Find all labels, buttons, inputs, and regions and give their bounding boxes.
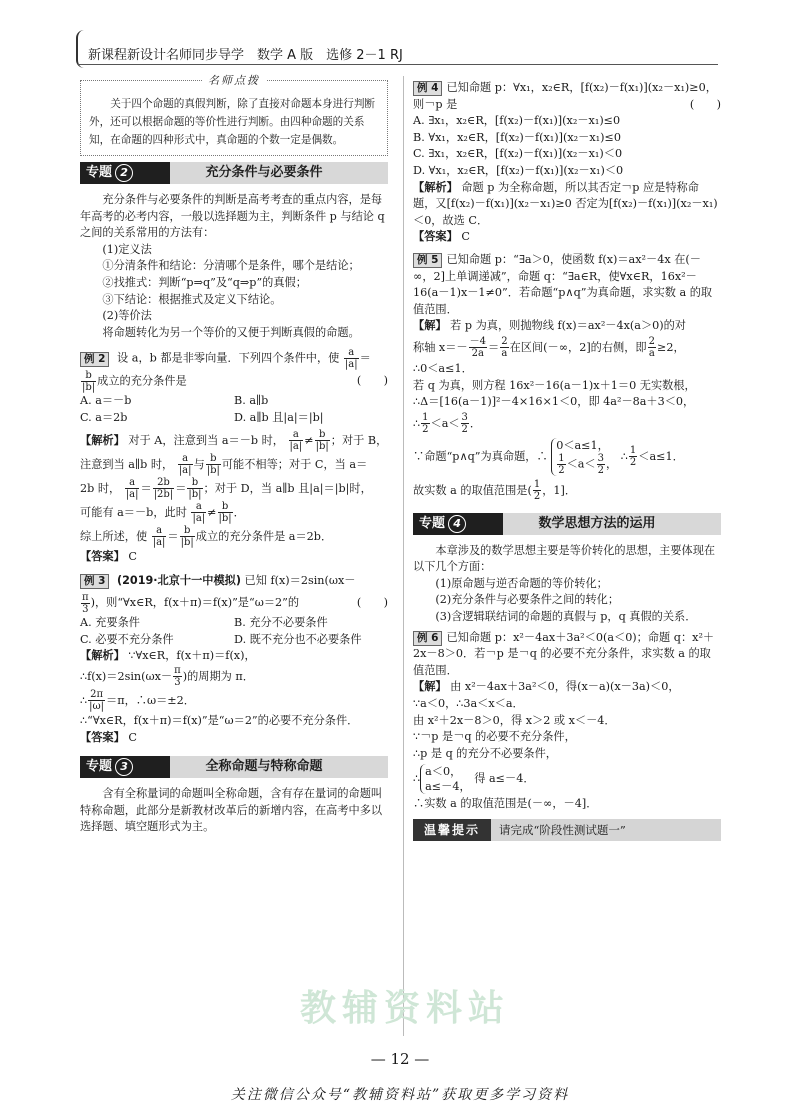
footer-note: 关注微信公众号“教辅资料站”获取更多学习资料 — [230, 1087, 570, 1103]
topic-2-banner — [80, 162, 388, 184]
solution-text: ∵命题“p∧q”为真命题，∴ — [413, 449, 548, 463]
fraction-three-halves: $\frac{3}{2}$ — [461, 412, 468, 436]
example-2-stem: 设 a，b 都是非零向量．下列四个条件中，使 — [117, 351, 340, 365]
topic-2-line: (1)定义法 — [102, 242, 152, 256]
solution-tag: 【解】 — [413, 319, 447, 333]
system-brace: a＜0， a≤－4， — [420, 764, 471, 794]
analysis-text: 综上所述，使 — [80, 529, 148, 543]
example-5: 例 5 已知命题 p：“∃a＞0，使函数 f(x)＝ax²－4x 在(－∞，2]上单调递减”，命题 q：“∃a∈R，使∀x∈R，16x²－16(a－1)x－1≠0”．若命题“p∧q”为真命题，求实数 a 的取值范围． 【解】 若 p 为真，则抛物线 f(x)＝ax²－4x(a＞0)的对 称轴 x＝－ $\frac{-4}{2a}$ ＝ $\frac{2}{a}$ 在区间(－∞，2]的右侧，即 $\frac{2}{a}$ ≥2， ∴0＜a≤1． 若 q 为真，则方程 16x²－16(a－1)x＋1＝0 无实数根， ∴Δ＝[16(a－1)]²－4×16×1＜0，即 4a²－8a＋3＜0， ∴ $\frac{1}{2}$ ＜a＜ $\frac{3}{2}$ ． ∵命题“p∧q”为真命题，∴ 0＜a≤1， $\frac{1}{2}$ ＜a＜ $\frac{3}{2}$ ， ∴ $\frac{1}{2}$ ＜a≤1． 故实数 a 的取值范围是( $\frac{1}{2}$ ，1]． — [413, 252, 721, 505]
example-2-tag: 例 2 — [80, 352, 109, 367]
reminder-label: 温馨提示 — [413, 819, 491, 841]
answer-value: C — [461, 230, 470, 244]
example-6: 例 6 已知命题 p：x²－4ax＋3a²＜0(a＜0)；命题 q：x²＋2x－8＞0．若￢p 是￢q 的必要不充分条件，求实数 a 的取值范围． 【解】 由 x²－4ax＋3a²＜0，得(x－a)(x－3a)＜0， ∵a＜0，∴3a＜x＜a． 由 x²＋2x－8＞0，得 x＞2 或 x＜－4． ∵￢p 是￢q 的必要不充分条件， ∴p 是 q 的充分不必要条件， ∴ a＜0， a≤－4， 得 a≤－4． ∴实数 a 的取值范围是(－∞，－4]． — [413, 630, 721, 813]
option-b: B. ∀x₁，x₂∈R，[f(x₂)－f(x₁)](x₂－x₁)≤0 — [413, 130, 621, 144]
topic-2-line: ①分清条件和结论：分清哪个是条件，哪个是结论； — [102, 259, 360, 273]
fraction: $\frac{a}{|a|}$ — [152, 525, 166, 549]
example-2: 例 2 设 a，b 都是非零向量．下列四个条件中，使 $\frac{a}{|a|}$ ＝ $\frac{b}{|b|}$ 成立的充分条件是 ( ) A. a＝－b B. a∥b C. a＝2b D. a∥b 且|a|＝|b| 【解析】 对于 A，注意到当 a＝－b 时， $\frac{a}{|a|}$ ≠ $\frac{b}{|b|}$ ；对于 B， 注意到当 a∥b 时， $\frac{a}{|a|}$ 与 $\frac{b}{|b|}$ 可能不相等；对于 C，当 a＝ 2b 时， $\frac{a}{|a|}$ ＝ $\frac{2b}{|2b|}$ ＝ $\frac{b}{|b|}$ ；对于 D，当 a∥b 且|a|＝|b|时， 可能有 a＝－b，此时 $\frac{a}{|a|}$ ≠ $\frac{b}{|b|}$ ． 综上所述，使 $\frac{a}{|a|}$ ＝ $\frac{b}{|b|}$ 成立的充分条件是 a＝2b． 【答案】 C — [80, 347, 388, 563]
option-b: B. 充分不必要条件 — [234, 616, 328, 630]
example-5-tag: 例 5 — [413, 253, 442, 268]
fraction-one-half: $\frac{1}{2}$ — [533, 479, 541, 503]
topic-4-line: (2)充分条件与必要条件之间的转化； — [435, 593, 620, 607]
option-d: D. 既不充分也不必要条件 — [234, 632, 362, 646]
fraction-one-half: $\frac{1}{2}$ — [422, 412, 429, 436]
solution-tag: 【解】 — [413, 680, 447, 694]
example-2-stem-end: 成立的充分条件是 — [97, 374, 187, 388]
analysis-text: ∴f(x)＝2sin(ωx－ — [80, 669, 173, 683]
solution-text: ∴0＜a≤1． — [413, 361, 473, 375]
topic-3-title: 全称命题与特称命题 — [205, 759, 323, 775]
topic-4-intro: 本章涉及的数学思想主要是等价转化的思想，主要体现在以下几个方面： — [413, 543, 716, 574]
topic-4-label: 专题 4 — [413, 513, 503, 535]
column-divider — [403, 76, 404, 1036]
header-mark — [76, 30, 86, 68]
topic-4-title: 数学思想方法的运用 — [538, 515, 656, 531]
answer-tag: 【答案】 — [80, 549, 125, 563]
example-3-tag: 例 3 — [80, 574, 109, 589]
fraction: $\frac{a}{|a|}$ — [192, 501, 206, 525]
topic-3-label: 专题 3 — [80, 756, 170, 778]
option-a: A. ∃x₁，x₂∈R，[f(x₂)－f(x₁)](x₂－x₁)≤0 — [413, 114, 621, 128]
topic-2-intro: 充分条件与必要条件的判断是高考考查的重点内容，是每年高考的必考内容，一般以选择题为主，判断条件 p 与结论 q 之间的关系常用的方法有： — [80, 193, 385, 240]
solution-text: 由 x²＋2x－8＞0，得 x＞2 或 x＜－4． — [413, 713, 616, 727]
fraction: $\frac{b}{|b|}$ — [206, 453, 220, 477]
topic-3-number: 3 — [115, 758, 133, 776]
example-3: 例 3 (2019·北京十一中模拟) 已知 f(x)＝2sin(ωx－ $\frac{\pi}{3}$ )，则“∀x∈R，f(x＋π)＝f(x)”是“ω＝2”的 ( ) A. 充要条件 B. 充分不必要条件 C. 必要不充分条件 D. 既不充分也不必要条件 【解析】 ∵∀x∈R，f(x＋π)＝f(x)， ∴f(x)＝2sin(ωx－ $\frac{\pi}{3}$ )的周期为 π． ∴ $\frac{2\pi}{|\omega|}$ ＝π，∴ω＝±2． ∴“∀x∈R，f(x＋π)＝f(x)”是“ω＝2”的必要不充分条件． 【答案】 C — [80, 574, 388, 744]
example-3-stem: 已知 f(x)＝2sin(ωx－ — [244, 574, 356, 588]
page-number: — 12 — — [370, 1050, 430, 1068]
analysis-text: ∴ — [80, 693, 88, 707]
topic-4-line: (3)含逻辑联结词的命题的真假与 p，q 真假的关系． — [435, 610, 697, 624]
example-5-stem: 已知命题 p：“∃a＞0，使函数 f(x)＝ax²－4x 在(－∞，2]上单调递减”，命题 q：“∃a∈R，使∀x∈R，16x²－16(a－1)x－1≠0”．若命题“p∧q”为真命题，求实数 a 的取值范围． — [413, 252, 713, 316]
topic-2-line: (2)等价法 — [102, 309, 152, 323]
fraction-2pi-over-abs-omega: $\frac{2\pi}{|\omega|}$ — [89, 689, 105, 713]
option-c: C. ∃x₁，x₂∈R，[f(x₂)－f(x₁)](x₂－x₁)＜0 — [413, 147, 623, 161]
analysis-text: 可能有 a＝－b，此时 — [80, 505, 187, 519]
solution-text: ∴Δ＝[16(a－1)]²－4×16×1＜0，即 4a²－8a＋3＜0， — [413, 395, 695, 409]
teacher-tip-text: 关于四个命题的真假判断，除了直接对命题本身进行判断外，还可以根据命题的等价性进行判断。由四种命题的关系知，在命题的四种形式中，真命题的个数一定是偶数。 — [89, 98, 376, 146]
answer-paren: ( ) — [356, 374, 388, 388]
reminder-bar — [413, 819, 721, 841]
fraction: $\frac{a}{|a|}$ — [125, 477, 139, 501]
topic-2-line: ②找推式：判断“p⇒q”及“q⇒p”的真假； — [102, 275, 307, 289]
analysis-text: 对于 A，注意到当 a＝－b 时， — [128, 433, 284, 447]
example-6-tag: 例 6 — [413, 631, 442, 646]
fraction: $\frac{2}{a}$ — [648, 336, 655, 360]
fraction: $\frac{a}{|a|}$ — [178, 453, 192, 477]
fraction-a-over-abs-a: $\frac{a}{|a|}$ — [344, 347, 358, 371]
fraction: $\frac{2b}{|2b|}$ — [153, 477, 174, 501]
analysis-tag: 【解析】 — [80, 433, 125, 447]
solution-text: ∴实数 a 的取值范围是(－∞，－4]． — [413, 797, 598, 811]
teacher-tip-title: 名师点拨 — [202, 72, 266, 90]
option-c: C. 必要不充分条件 — [80, 632, 174, 646]
analysis-text: ∴“∀x∈R，f(x＋π)＝f(x)”是“ω＝2”的必要不充分条件． — [80, 713, 359, 727]
topic-4-number: 4 — [448, 515, 466, 533]
option-a: A. a＝－b — [80, 394, 132, 408]
fraction: $\frac{2}{a}$ — [501, 336, 508, 360]
header-rule — [78, 64, 718, 65]
solution-text: 由 x²－4ax＋3a²＜0，得(x－a)(x－3a)＜0， — [450, 680, 680, 694]
solution-text: ∴ — [413, 772, 421, 786]
topic-3-text: 含有全称量词的命题叫全称命题，含有存在量词的命题叫特称命题，此部分是新教材改革后的新增内容，在高考中多以选择题、填空题形式为主。 — [80, 787, 383, 834]
topic-2-number: 2 — [115, 164, 133, 182]
right-column — [413, 80, 721, 841]
fraction: $\frac{b}{|b|}$ — [315, 429, 329, 453]
solution-text: 称轴 x＝－ — [413, 340, 468, 354]
topic-4-banner — [413, 513, 721, 535]
topic-2-label: 专题 2 — [80, 162, 170, 184]
analysis-tag: 【解析】 — [413, 180, 458, 194]
analysis-text: ∵∀x∈R，f(x＋π)＝f(x)， — [128, 649, 256, 663]
topic-2-line: 将命题转化为另一个等价的又便于判断真假的命题。 — [102, 325, 360, 339]
running-header: 新课程新设计名师同步导学 数学 A 版 选修 2－1 RJ — [88, 48, 403, 63]
system-brace: 0＜a≤1， $\frac{1}{2}$ ＜a＜ $\frac{3}{2}$ ， — [551, 438, 617, 476]
answer-paren: ( ) — [689, 97, 721, 111]
solution-text: 若 p 为真，则抛物线 f(x)＝ax²－4x(a＞0)的对 — [450, 319, 686, 333]
fraction-one-half: $\frac{1}{2}$ — [629, 445, 637, 469]
solution-text: ∴ — [413, 416, 421, 430]
analysis-tag: 【解析】 — [80, 649, 125, 663]
analysis-text: 注意到当 a∥b 时， — [80, 457, 174, 471]
topic-2-line: ③下结论：根据推式及定义下结论。 — [102, 292, 282, 306]
example-3-source: (2019·北京十一中模拟) — [117, 574, 241, 588]
solution-text: 故实数 a 的取值范围是( — [413, 483, 532, 497]
example-4-tag: 例 4 — [413, 81, 442, 96]
fraction-pi-over-3: $\frac{\pi}{3}$ — [174, 665, 181, 689]
teacher-tip-box — [80, 74, 388, 156]
example-4 — [413, 80, 721, 246]
fraction-b-over-abs-b: $\frac{b}{|b|}$ — [82, 370, 96, 394]
example-6-stem: 已知命题 p：x²－4ax＋3a²＜0(a＜0)；命题 q：x²＋2x－8＞0．若￢p 是￢q 的必要不充分条件，求实数 a 的取值范围． — [413, 630, 715, 677]
left-column — [80, 74, 388, 836]
fraction: $\frac{b}{|b|}$ — [188, 477, 202, 501]
answer-paren: ( ) — [356, 596, 388, 610]
example-4-stem: 已知命题 p：∀x₁，x₂∈R，[f(x₂)－f(x₁)](x₂－x₁)≥0，则￢p 是 — [413, 81, 717, 111]
topic-3-banner — [80, 756, 388, 778]
analysis-text: 命题 p 为全称命题，所以其否定￢p 应是特称命题，又[f(x₂)－f(x₁)](x₂－x₁)≥0 否定为[f(x₂)－f(x₁)](x₂－x₁)＜0，故选 C． — [413, 180, 718, 227]
answer-tag: 【答案】 — [80, 730, 125, 744]
option-b: B. a∥b — [234, 394, 269, 408]
analysis-text: 2b 时， — [80, 481, 121, 495]
topic-4-line: (1)原命题与逆否命题的等价转化； — [435, 576, 608, 590]
fraction-pi-over-3: $\frac{\pi}{3}$ — [82, 591, 89, 615]
solution-text: ∵￢p 是￢q 的必要不充分条件， — [413, 730, 576, 744]
solution-text: 若 q 为真，则方程 16x²－16(a－1)x＋1＝0 无实数根， — [413, 378, 696, 392]
solution-text: ∵a＜0，∴3a＜x＜a． — [413, 697, 524, 711]
reminder-text: 请完成“阶段性测试题一” — [499, 823, 626, 837]
fraction: $\frac{-4}{2a}$ — [469, 336, 486, 360]
solution-text: ∴p 是 q 的充分不必要条件， — [413, 746, 557, 760]
option-c: C. a＝2b — [80, 410, 128, 424]
option-d: D. a∥b 且|a|＝|b| — [234, 410, 324, 424]
option-d: D. ∀x₁，x₂∈R，[f(x₂)－f(x₁)](x₂－x₁)＜0 — [413, 163, 624, 177]
watermark-text: 教辅资料站 — [300, 988, 511, 1029]
option-a: A. 充要条件 — [80, 616, 140, 630]
topic-2-title: 充分条件与必要条件 — [205, 165, 323, 180]
fraction: $\frac{b}{|b|}$ — [218, 501, 232, 525]
answer-value: C — [128, 730, 137, 744]
answer-tag: 【答案】 — [413, 230, 458, 244]
fraction: $\frac{b}{|b|}$ — [180, 525, 194, 549]
answer-value: C — [128, 549, 137, 563]
fraction: $\frac{a}{|a|}$ — [289, 429, 303, 453]
